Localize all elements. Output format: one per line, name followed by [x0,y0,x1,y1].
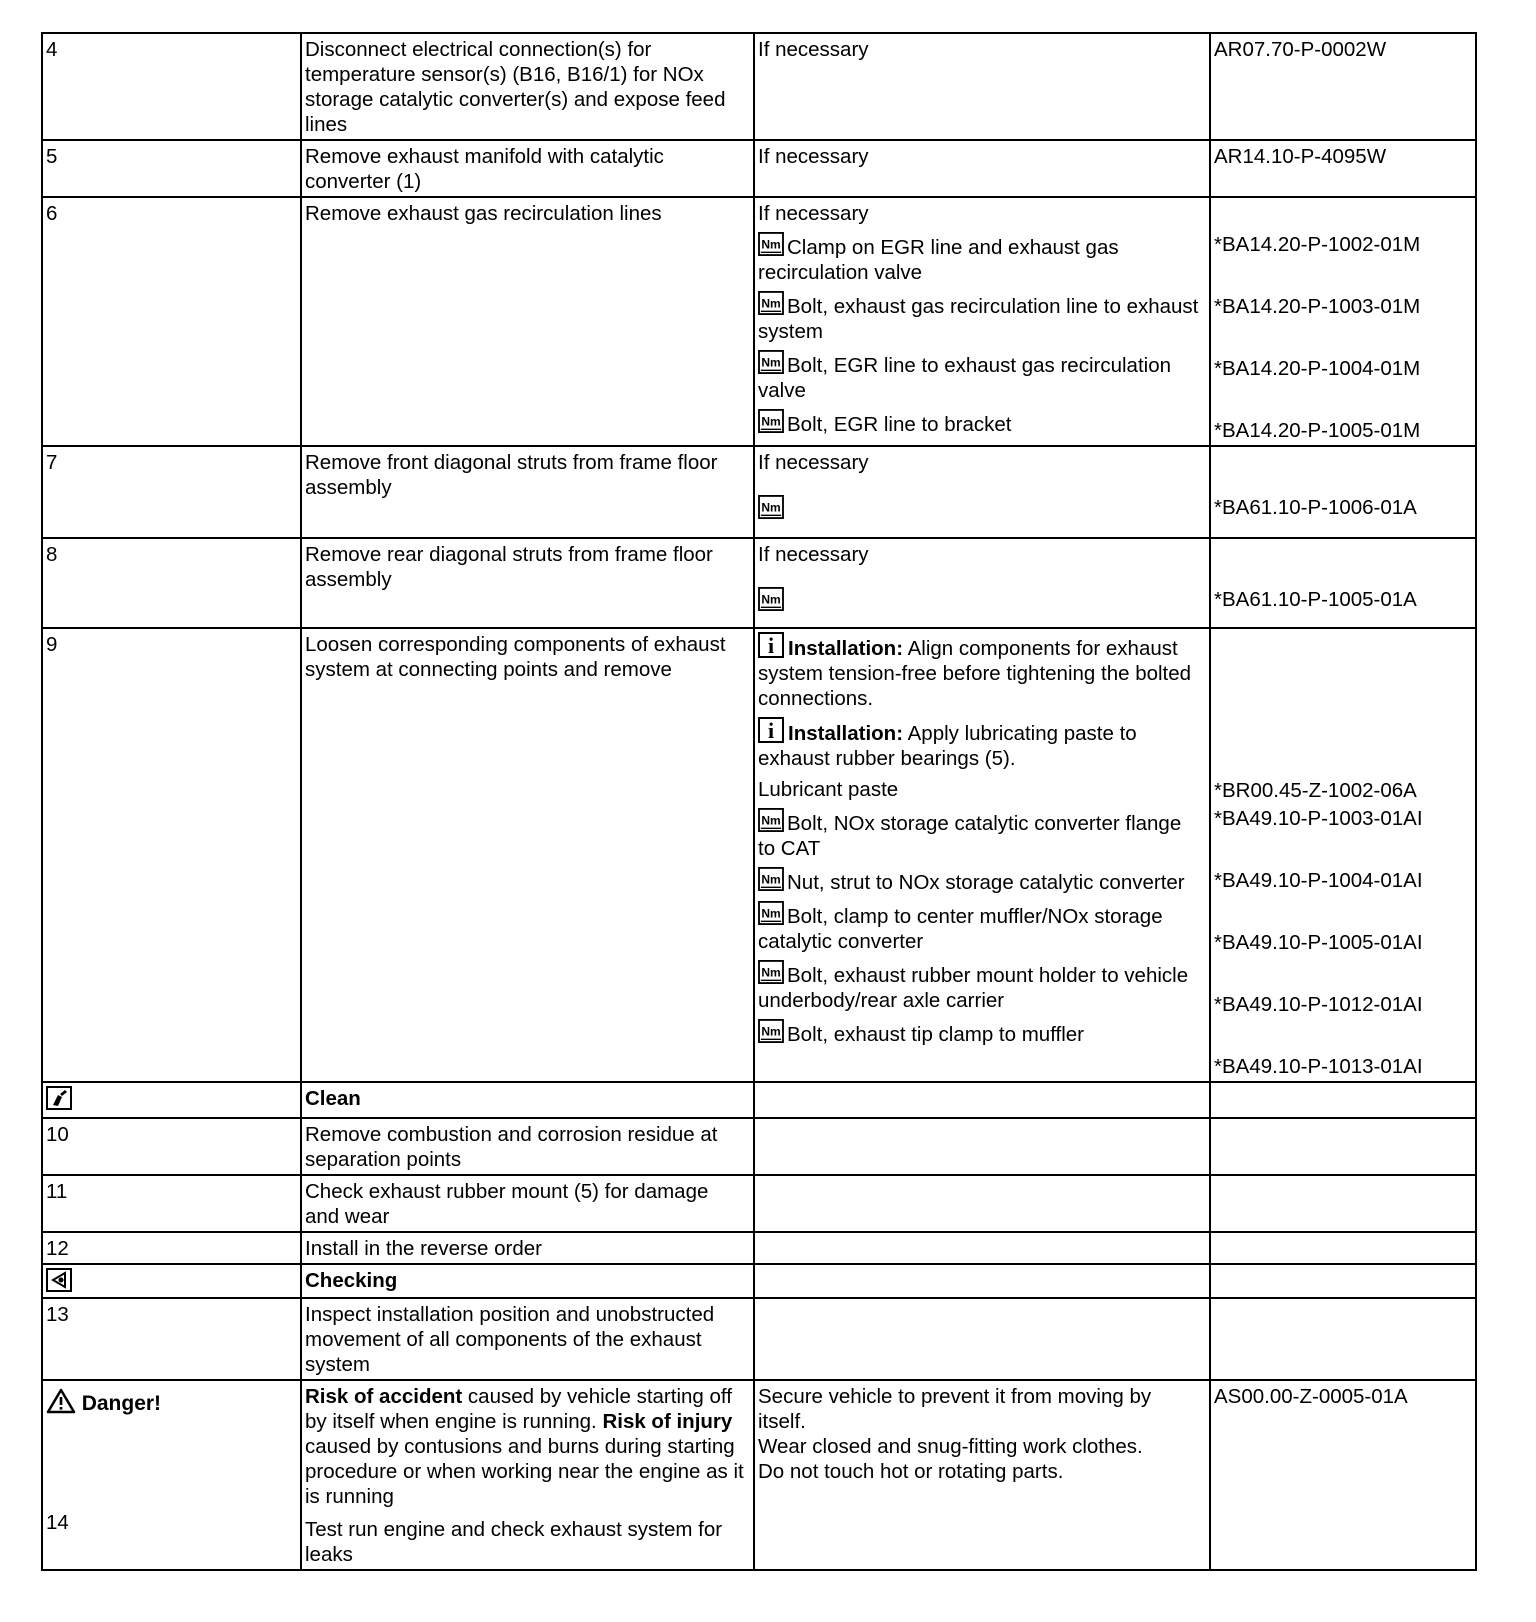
step-reference-link[interactable]: AR14.10-P-4095W [1210,140,1476,197]
torque-reference-link[interactable]: *BA14.20-P-1004-01M [1214,357,1421,380]
table-row [42,628,1476,1082]
danger-warning [46,1388,295,1416]
section-heading-row [42,1264,1476,1298]
torque-reference-link[interactable]: *BA14.20-P-1005-01M [1214,419,1421,442]
torque-note [758,232,1204,285]
torque-note [758,867,1204,895]
table-row [42,33,1476,140]
torque-nm-icon [758,867,784,891]
step-number: 9 [42,628,301,1082]
installation-text: Apply lubricating paste to exhaust rubber bearings (5). [758,722,1137,770]
step-note: If necessary [758,543,869,566]
torque-reference-link[interactable]: *BA61.10-P-1005-01A [1214,588,1417,611]
torque-text: Bolt, EGR line to exhaust gas recirculation valve [758,354,1171,402]
step-marker [42,1380,301,1570]
step-notes [754,197,1210,446]
table-row [42,140,1476,197]
step-references [1210,197,1476,446]
info-icon [758,717,784,743]
torque-nm-icon [758,901,784,925]
info-icon [758,632,784,658]
torque-text: Bolt, NOx storage catalytic converter flange to CAT [758,812,1182,860]
step-number: 11 [42,1175,301,1232]
installation-label: Installation: [788,722,904,745]
torque-nm-icon [758,291,784,315]
clean-icon [46,1086,72,1110]
risk-label: Risk of injury [602,1410,733,1433]
torque-nm-icon [758,1019,784,1043]
torque-reference-link[interactable]: *BA49.10-P-1004-01AI [1214,869,1423,892]
torque-nm-icon [758,495,784,519]
step-note: If necessary [758,202,869,225]
torque-note [758,901,1204,954]
torque-reference-link[interactable]: *BA49.10-P-1003-01AI [1214,807,1423,830]
step-action: Disconnect electrical connection(s) for temperature sensor(s) (B16, B16/1) for NOx storage catalytic converter(s) and expose feed lines [301,33,754,140]
step-number: 4 [42,33,301,140]
torque-note [758,960,1204,1013]
step-notes [754,628,1210,1082]
torque-reference-link[interactable]: *BA14.20-P-1003-01M [1214,295,1421,318]
section-heading: Clean [301,1082,754,1118]
torque-text: Bolt, EGR line to bracket [787,413,1012,436]
step-action: Install in the reverse order [301,1232,754,1264]
torque-note [758,1019,1204,1047]
step-action: Remove exhaust gas recirculation lines [301,197,754,446]
warning-triangle-icon [46,1388,76,1414]
table-row [42,1118,1476,1175]
installation-text: Align components for exhaust system tension-free before tightening the bolted connections. [758,637,1192,710]
torque-nm-icon [758,587,784,611]
torque-reference-link[interactable]: *BA49.10-P-1013-01AI [1214,1055,1423,1078]
table-row [42,1380,1476,1570]
torque-note [758,350,1204,403]
section-heading-row [42,1082,1476,1118]
danger-label: Danger! [81,1392,162,1415]
step-number: 5 [42,140,301,197]
torque-nm-icon [758,808,784,832]
step-reference-link[interactable]: AR07.70-P-0002W [1210,33,1476,140]
step-notes [754,538,1210,628]
step-action: Remove exhaust manifold with catalytic converter (1) [301,140,754,197]
table-row [42,197,1476,446]
torque-text: Clamp on EGR line and exhaust gas recirculation valve [758,236,1119,284]
procedure-table [41,32,1477,1571]
step-number: 7 [42,446,301,538]
table-row [42,1175,1476,1232]
step-notes [754,446,1210,538]
torque-text: Bolt, clamp to center muffler/NOx storage catalytic converter [758,905,1163,953]
torque-reference-link[interactable]: *BA14.20-P-1002-01M [1214,233,1421,256]
lubricant-reference-link[interactable]: *BR00.45-Z-1002-06A [1214,779,1417,802]
checking-icon [46,1268,72,1292]
torque-nm-icon [758,409,784,433]
installation-label: Installation: [788,637,904,660]
step-action: Inspect installation position and unobstructed movement of all components of the exhaust system [301,1298,754,1380]
step-number: 6 [42,197,301,446]
step-reference-link[interactable]: AS00.00-Z-0005-01A [1210,1380,1476,1570]
installation-note [758,717,1204,771]
step-note: If necessary [754,140,1210,197]
table-row [42,1298,1476,1380]
torque-text: Bolt, exhaust tip clamp to muffler [787,1023,1085,1046]
torque-reference-link[interactable]: *BA49.10-P-1012-01AI [1214,993,1423,1016]
table-row [42,446,1476,538]
torque-reference-link[interactable]: *BA49.10-P-1005-01AI [1214,931,1423,954]
safety-measure: Do not touch hot or rotating parts. [758,1460,1064,1483]
lubricant-note: Lubricant paste [758,778,899,801]
installation-note [758,632,1204,711]
risk-label: Risk of accident [305,1385,463,1408]
torque-text: Bolt, exhaust gas recirculation line to exhaust system [758,295,1199,343]
torque-note [758,409,1204,437]
safety-measure: Secure vehicle to prevent it from moving by itself. [758,1385,1152,1433]
torque-text: Nut, strut to NOx storage catalytic converter [787,871,1185,894]
step-note: If necessary [754,33,1210,140]
step-references [1210,538,1476,628]
safety-measure: Wear closed and snug-fitting work clothes. [758,1435,1143,1458]
danger-text: Risk of accident caused by vehicle starting off by itself when engine is running. Risk of injury caused by contusions and burns during starting procedure or when working near the engine as it is running [305,1385,744,1508]
table-row [42,538,1476,628]
torque-note [758,808,1204,861]
step-references [1210,446,1476,538]
step-action: Remove combustion and corrosion residue at separation points [301,1118,754,1175]
step-number: 10 [42,1118,301,1175]
torque-text: Bolt, exhaust rubber mount holder to vehicle underbody/rear axle carrier [758,964,1189,1012]
step-action: Remove front diagonal struts from frame floor assembly [301,446,754,538]
step-action: Loosen corresponding components of exhaust system at connecting points and remove [301,628,754,1082]
step-number: 8 [42,538,301,628]
step-number: 14 [46,1511,69,1534]
step-references [1210,628,1476,1082]
step-action: Test run engine and check exhaust system for leaks [305,1518,723,1566]
torque-nm-icon [758,232,784,256]
step-number: 13 [42,1298,301,1380]
step-action: Remove rear diagonal struts from frame floor assembly [301,538,754,628]
torque-nm-icon [758,350,784,374]
safety-measures [754,1380,1210,1570]
torque-nm-icon [758,960,784,984]
torque-note [758,291,1204,344]
torque-reference-link[interactable]: *BA61.10-P-1006-01A [1214,496,1417,519]
step-note: If necessary [758,451,869,474]
table-row [42,1232,1476,1264]
step-action: Check exhaust rubber mount (5) for damage and wear [301,1175,754,1232]
section-heading: Checking [301,1264,754,1298]
step-number: 12 [42,1232,301,1264]
